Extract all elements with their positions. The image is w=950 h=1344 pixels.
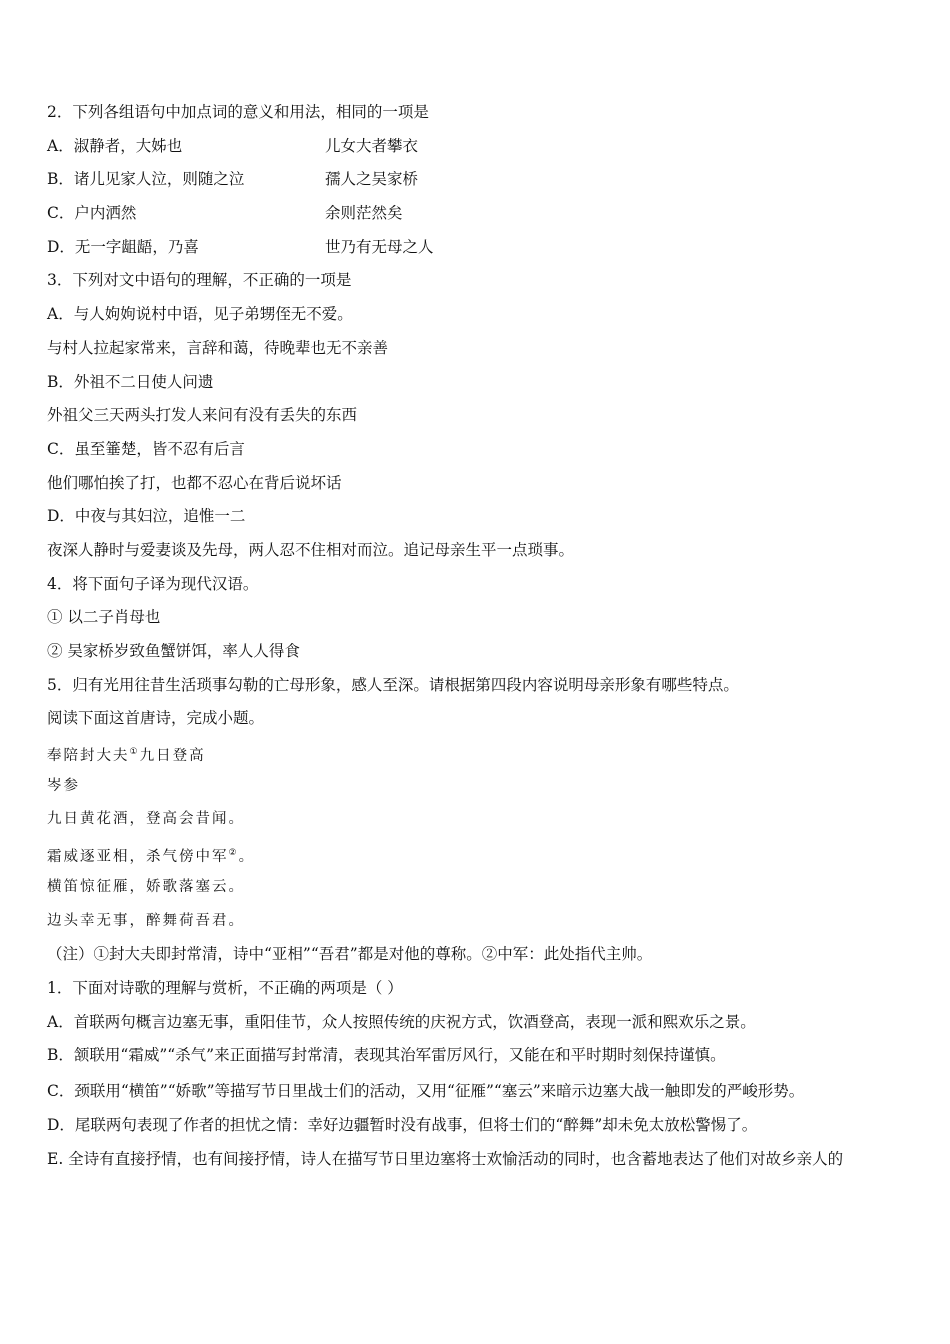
q3-line: B．外祖不二日使人问遗 — [47, 372, 214, 391]
q3-line: 夜深人静时与爱妻谈及先母，两人忍不住相对而泣。追记母亲生平一点琐事。 — [47, 540, 575, 559]
q3-line: 外祖父三天两头打发人来问有没有丢失的东西 — [47, 406, 358, 425]
option-left: D．无一字龃龉，乃喜 — [47, 237, 199, 256]
poem-notes: （注）①封大夫即封常清，诗中“亚相”“吾君”都是对他的尊称。②中军：此处指代主帅。 — [47, 945, 653, 964]
footnote-mark: ① — [129, 747, 140, 758]
reading-intro: 阅读下面这首唐诗，完成小题。 — [47, 709, 265, 728]
option-left: C．户内洒然 — [47, 204, 137, 223]
line-end: 。 — [238, 848, 256, 865]
sub1-option-a: A．首联两句概言边塞无事，重阳佳节，众人按照传统的庆祝方式，饮酒登高，表现一派和熙欢乐之景。 — [47, 1012, 756, 1031]
q3-line: C．虽至箠楚，皆不忍有后言 — [47, 439, 245, 458]
q2-option-c — [47, 197, 917, 231]
q4-item: ① 以二子肖母也 — [47, 608, 161, 627]
option-right: 儿女大者攀衣 — [325, 136, 419, 155]
option-right: 余则茫然矣 — [325, 204, 403, 223]
q3-line: A．与人姁姁说村中语，见子弟甥侄无不爱。 — [47, 305, 353, 324]
poem-line: 横笛惊征雁，娇歌落塞云。 — [47, 878, 245, 895]
poem-line: 边头幸无事，醉舞荷吾君。 — [47, 912, 245, 929]
option-right: 世乃有无母之人 — [325, 237, 434, 256]
question-5: 5．归有光用往昔生活琐事勾勒的亡母形象，感人至深。请根据第四段内容说明母亲形象有哪些特点。 — [47, 675, 739, 694]
line-text: 霜威逐亚相，杀气傍中军 — [47, 848, 229, 865]
q2-option-d — [47, 231, 917, 265]
option-right: 孺人之吴家桥 — [325, 170, 419, 189]
question-2-stem: 2．下列各组语句中加点词的意义和用法，相同的一项是 — [47, 103, 429, 121]
sub1-option-b: B．颔联用“霜威”“杀气”来正面描写封常清，表现其治军雷厉风行，又能在和平时期时刻保持谨慎。 — [47, 1046, 726, 1065]
footnote-mark: ② — [228, 848, 239, 859]
q3-line: D．中夜与其妇泣，追惟一二 — [47, 507, 246, 526]
poem-line — [47, 837, 917, 871]
q2-option-a — [47, 130, 917, 164]
poem-line: 九日黄花酒，登高会昔闻。 — [47, 811, 245, 828]
q4-item: ② 吴家桥岁致鱼蟹饼饵，率人人得食 — [47, 642, 300, 660]
option-left: B．诸儿见家人泣，则随之泣 — [47, 170, 245, 189]
title-text: 奉陪封大夫 — [47, 747, 130, 764]
poem-author: 岑参 — [47, 777, 80, 794]
sub1-option-e: E. 全诗有直接抒情，也有间接抒情，诗人在描写节日里边塞将士欢愉活动的同时，也含蓄地表达了他们对故乡亲人的 — [47, 1149, 844, 1168]
sub-question-1-stem: 1．下面对诗歌的理解与赏析，不正确的两项是（ ） — [47, 978, 403, 997]
q3-line: 他们哪怕挨了打，也都不忍心在背后说坏话 — [47, 473, 342, 492]
sub1-option-d: D．尾联两句表现了作者的担忧之情：幸好边疆暂时没有战事，但将士们的“醉舞”却未免太放松警惕了。 — [47, 1115, 758, 1134]
q3-line: 与村人拉起家常来，言辞和蔼，待晚辈也无不亲善 — [47, 338, 389, 357]
option-left: A．淑静者，大姊也 — [47, 136, 183, 155]
poem-title — [47, 736, 917, 770]
q2-option-b — [47, 163, 917, 197]
title-text: 九日登高 — [139, 747, 206, 764]
sub1-option-c: C．颈联用“横笛”“娇歌”等描写节日里战士们的活动，又用“征雁”“塞云”来暗示边塞大战一触即发的严峻形势。 — [47, 1081, 805, 1100]
document-page — [47, 96, 917, 1176]
question-3-stem: 3．下列对文中语句的理解，不正确的一项是 — [47, 271, 352, 290]
question-4-stem: 4．将下面句子译为现代汉语。 — [47, 574, 259, 593]
